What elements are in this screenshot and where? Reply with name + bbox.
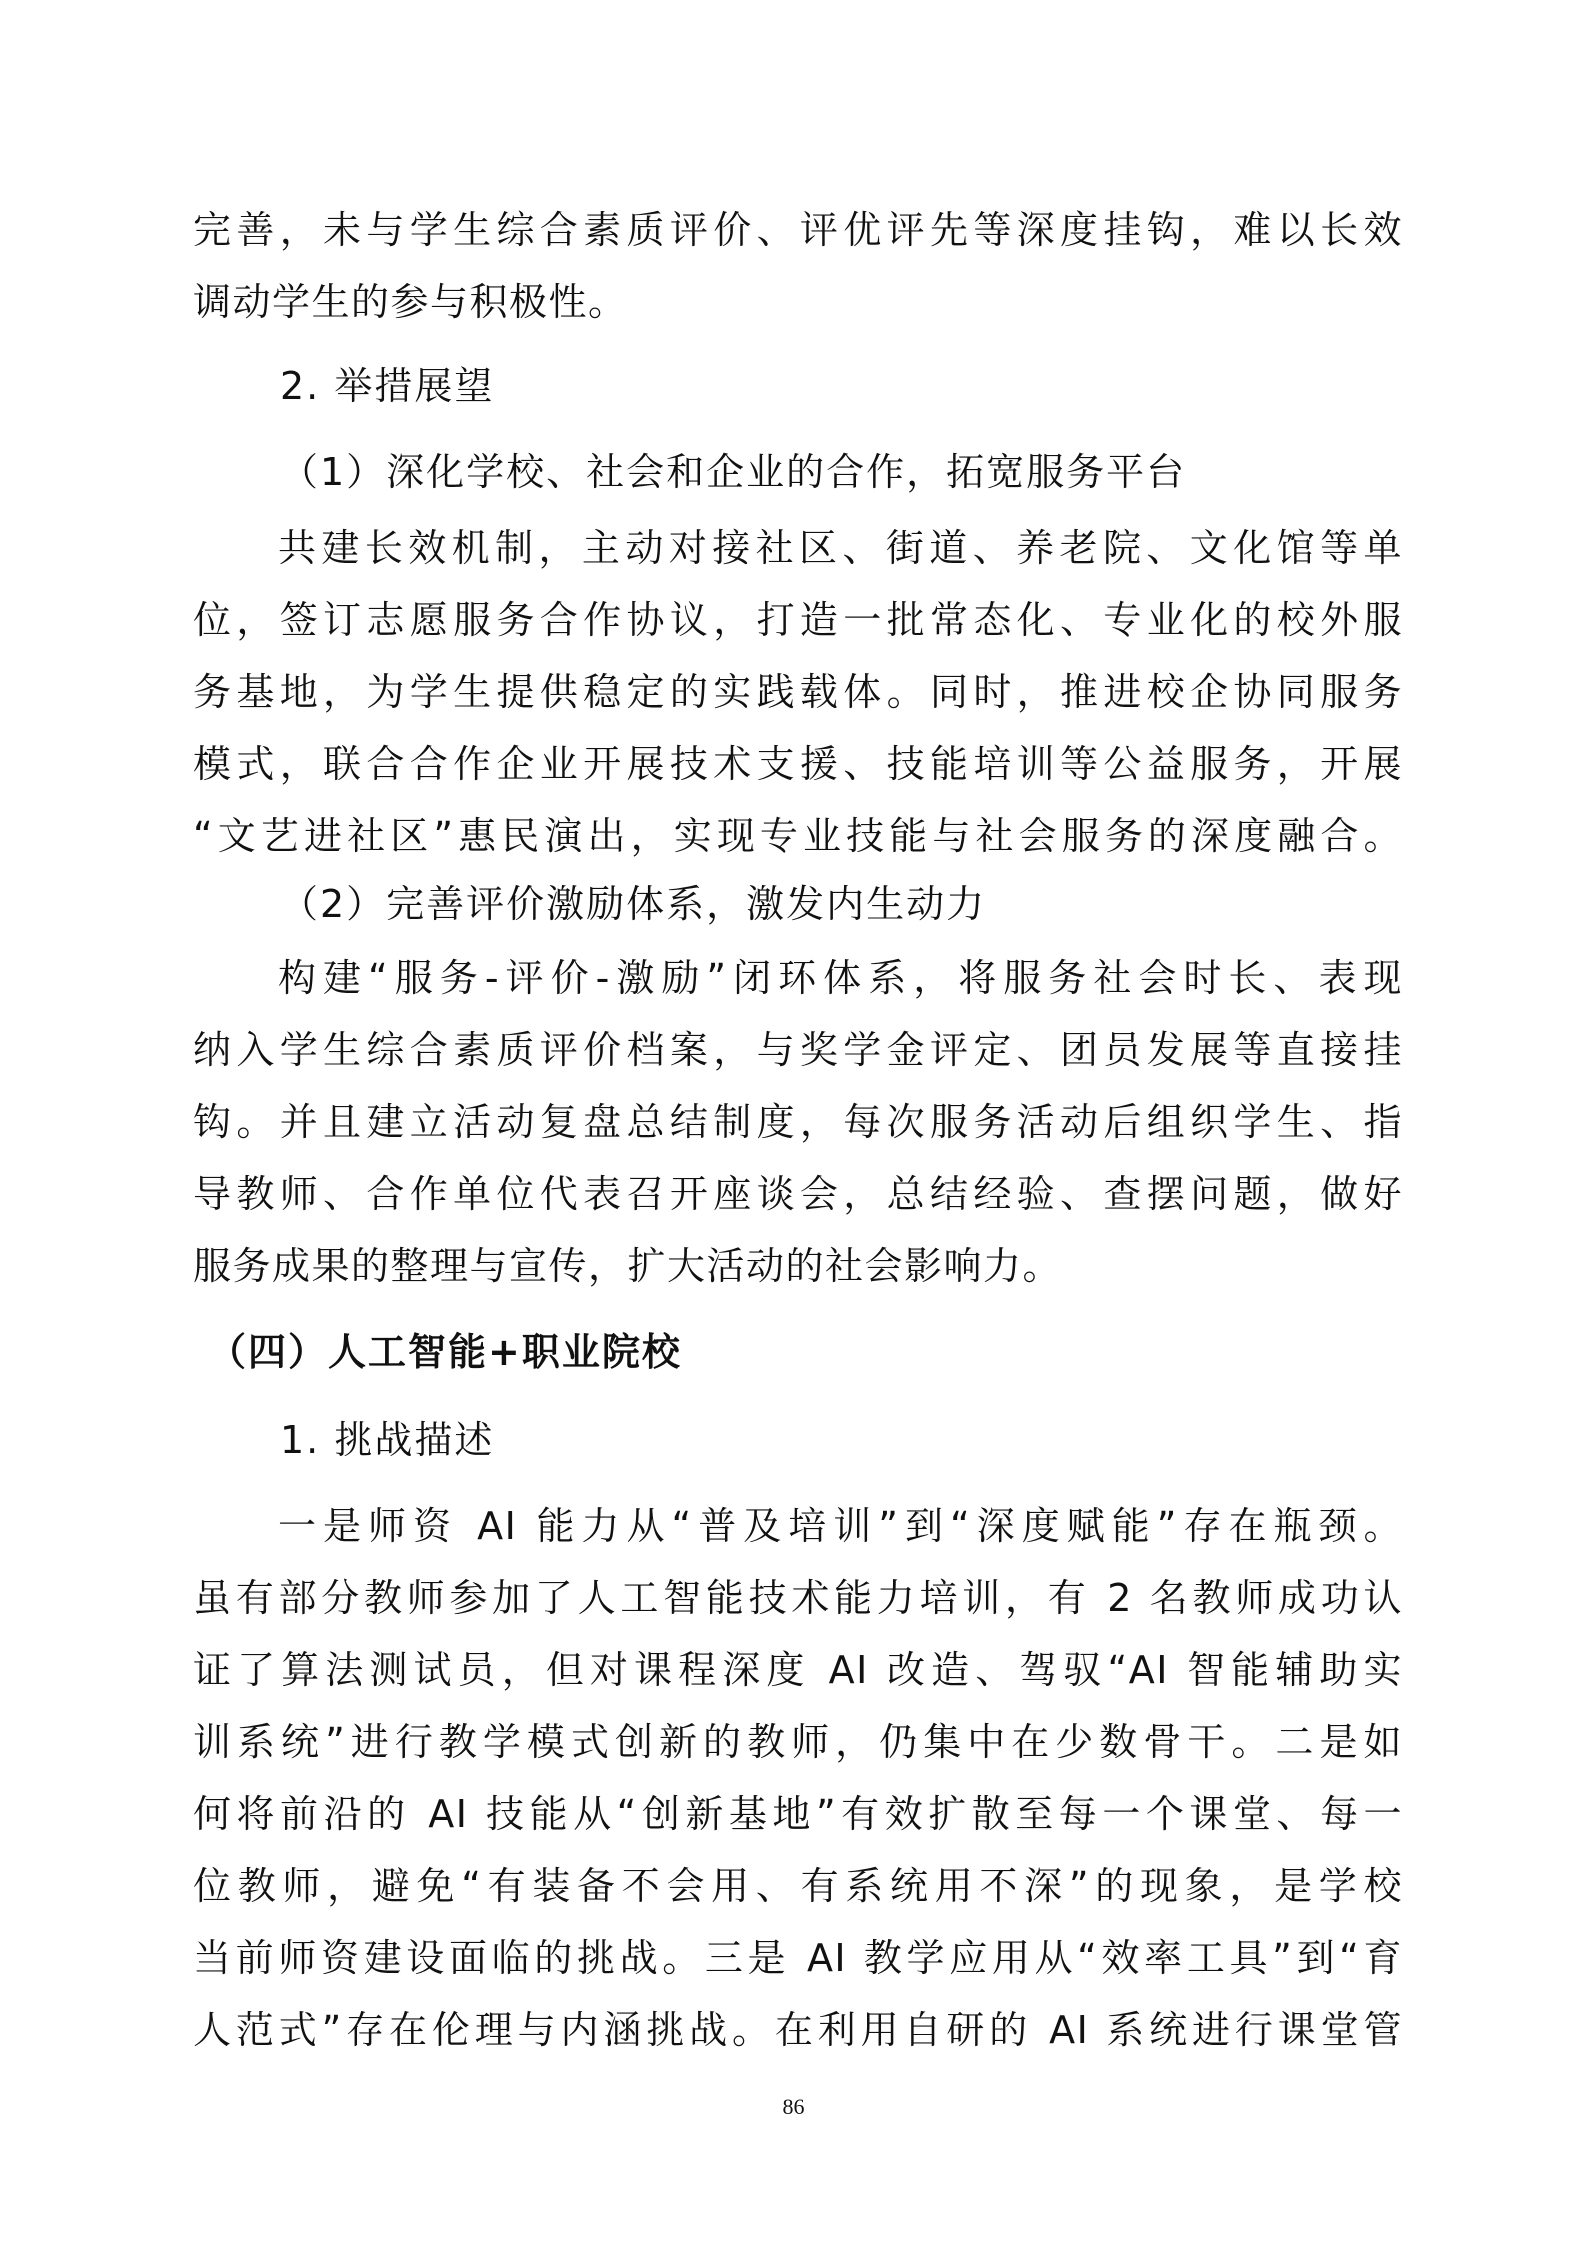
paragraph-line: 虽有部分教师参加了人工智能技术能力培训，有 2 名教师成功认 — [193, 1576, 1403, 1620]
paragraph-line: 位，签订志愿服务合作协议，打造一批常态化、专业化的校外服 — [193, 598, 1403, 642]
subsection-heading-challenges: 1. 挑战描述 — [280, 1418, 495, 1462]
subsection-heading-2: （2）完善评价激励体系，激发内生动力 — [280, 882, 987, 926]
paragraph-line: 证了算法测试员，但对课程深度 AI 改造、驾驭“AI 智能辅助实 — [193, 1648, 1403, 1692]
paragraph-line: 模式，联合合作企业开展技术支援、技能培训等公益服务，开展 — [193, 742, 1403, 786]
section-heading-measures: 2. 举措展望 — [280, 364, 495, 408]
paragraph-line: 共建长效机制，主动对接社区、街道、养老院、文化馆等单 — [278, 526, 1403, 570]
paragraph-line: 训系统”进行教学模式创新的教师，仍集中在少数骨干。二是如 — [193, 1720, 1403, 1764]
paragraph-line: 完善，未与学生综合素质评价、评优评先等深度挂钩，难以长效 — [193, 208, 1403, 252]
paragraph-line: 纳入学生综合素质评价档案，与奖学金评定、团员发展等直接挂 — [193, 1028, 1403, 1072]
paragraph-line: 位教师，避免“有装备不会用、有系统用不深”的现象，是学校 — [193, 1864, 1403, 1908]
paragraph-line: 务基地，为学生提供稳定的实践载体。同时，推进校企协同服务 — [193, 670, 1403, 714]
paragraph-line: 构建“服务-评价-激励”闭环体系，将服务社会时长、表现 — [278, 956, 1403, 1000]
section-heading-ai-vocational: （四）人工智能+职业院校 — [208, 1330, 682, 1374]
paragraph-line: 人范式”存在伦理与内涵挑战。在利用自研的 AI 系统进行课堂管 — [193, 2008, 1403, 2052]
paragraph-line: 导教师、合作单位代表召开座谈会，总结经验、查摆问题，做好 — [193, 1172, 1403, 1216]
paragraph-line: 调动学生的参与积极性。 — [193, 280, 628, 324]
paragraph-line: 钩。并且建立活动复盘总结制度，每次服务活动后组织学生、指 — [193, 1100, 1403, 1144]
paragraph-line: 当前师资建设面临的挑战。三是 AI 教学应用从“效率工具”到“育 — [193, 1936, 1403, 1980]
subsection-heading-1: （1）深化学校、社会和企业的合作，拓宽服务平台 — [280, 450, 1187, 494]
paragraph-line: 服务成果的整理与宣传，扩大活动的社会影响力。 — [193, 1244, 1063, 1288]
paragraph-line: 一是师资 AI 能力从“普及培训”到“深度赋能”存在瓶颈。 — [278, 1504, 1403, 1548]
paragraph-line: 何将前沿的 AI 技能从“创新基地”有效扩散至每一个课堂、每一 — [193, 1792, 1403, 1836]
paragraph-line: “文艺进社区”惠民演出，实现专业技能与社会服务的深度融合。 — [193, 814, 1403, 858]
page-number: 86 — [782, 2094, 805, 2119]
